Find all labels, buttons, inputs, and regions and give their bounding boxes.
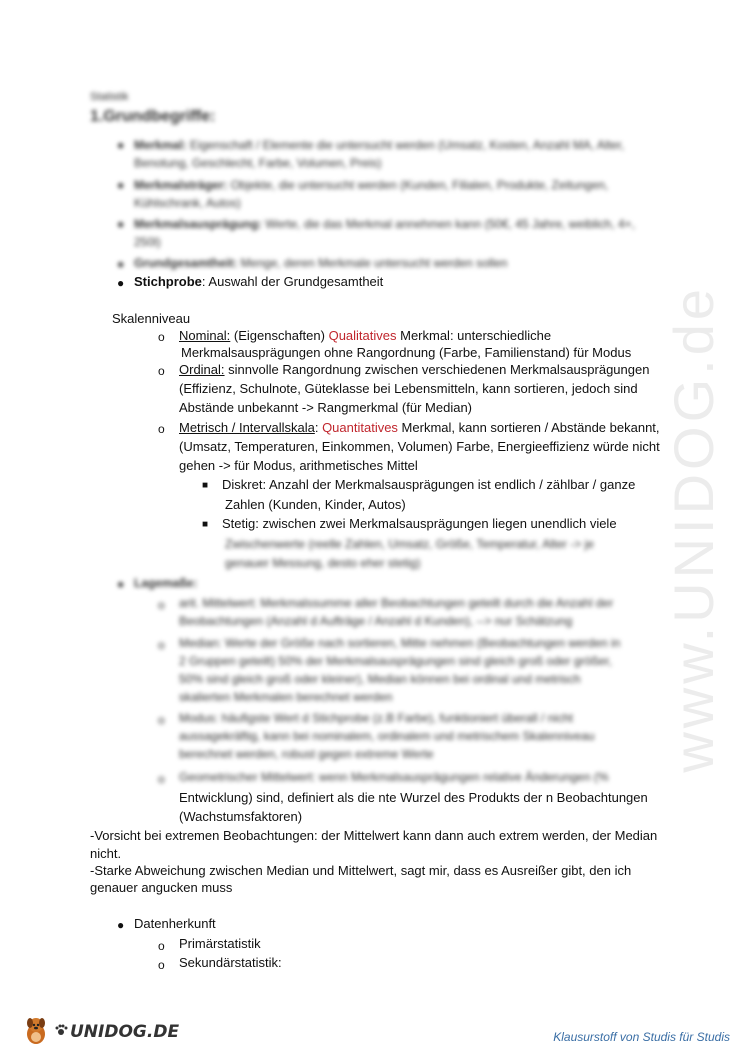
paw-icon [54, 1023, 68, 1040]
note-2: -Starke Abweichung zwischen Median und Mittelwert, sagt mir, dass es Ausreißer gibt, den ich [90, 863, 632, 878]
item-ordinal-cont1: (Effizienz, Schulnote, Güteklasse bei Lebensmitteln, kann sortieren, jedoch sind [179, 381, 638, 396]
section-lagemasse: Lagemaße: [134, 576, 198, 590]
watermark: www.UNIDOG.de [662, 285, 725, 773]
bullet-auspraegung-cont: 250l) [134, 235, 161, 249]
item-sekundaer: Sekundärstatistik: [179, 955, 282, 970]
item-diskret: Diskret: Anzahl der Merkmalsausprägungen ist endlich / zählbar / ganze [222, 477, 636, 492]
note-1-cont: nicht. [90, 846, 122, 861]
item-metrisch-cont1: (Umsatz, Temperaturen, Einkommen, Volumen) Farbe, Energieeffizienz würde nicht [179, 439, 660, 454]
bullet-datenherkunft: Datenherkunft [134, 916, 216, 931]
lage-geo-cont2: (Wachstumsfaktoren) [179, 809, 303, 824]
lage-median-cont2: 50% sind gleich groß oder kleiner), Median können bei ordinal und metrisch [179, 672, 581, 686]
logo-text: UNIDOG.DE [70, 1021, 180, 1042]
lage-median: Median: Werte der Größe nach sortieren, Mitte nehmen (Beobachtungen werden in [179, 636, 621, 650]
sub-bullet: o [158, 939, 165, 953]
bullet-grundgesamtheit: Grundgesamtheit: Menge, deren Merkmale untersucht werden sollen [134, 256, 508, 270]
lage-mittelwert: arit. Mittelwert: Merkmalssumme aller Beobachtungen geteilt durch die Anzahl der [179, 596, 614, 610]
item-stetig-cont2: genauer Messung, desto eher stetig) [225, 556, 421, 570]
bullet-merkmal: Merkmal: Eigenschaft / Elemente die untersucht werden (Umsatz, Kosten, Anzahl MA, Alter, [134, 138, 625, 152]
sub-bullet: o [158, 958, 165, 972]
lage-geo-cont1: Entwicklung) sind, definiert als die nte Wurzel des Produkts der n Beobachtungen [179, 790, 648, 805]
bullet-dot: ● [117, 276, 125, 290]
lage-geo: Geometrischer Mittelwert: wenn Merkmalsausprägungen relative Änderungen (% [179, 770, 609, 784]
footer-logo[interactable] [22, 1014, 179, 1049]
top-label: Statistik [90, 91, 129, 103]
item-ordinal-cont2: Abstände unbekannt -> Rangmerkmal (für Median) [179, 400, 473, 415]
item-ordinal: Ordinal: sinnvolle Rangordnung zwischen verschiedenen Merkmalsausprägungen [179, 362, 650, 377]
lage-mittelwert-cont: Beobachtungen (Anzahl d Aufträge / Anzahl d Kunden), --> nur Schätzung [179, 614, 573, 628]
bullet-dot: ● [117, 918, 125, 932]
note-2-cont: genauer angucken muss [90, 880, 233, 895]
sub-sub-bullet: ■ [202, 480, 209, 491]
sub-bullet: o [158, 330, 165, 344]
sub-bullet: o [158, 364, 165, 378]
dog-mascot-icon [22, 1014, 52, 1049]
lage-median-cont1: 2 Gruppen geteilt) 50% der Merkmalsausprägungen sind gleich groß oder größer, [179, 654, 612, 668]
bullet-stichprobe: Stichprobe: Auswahl der Grundgesamtheit [134, 274, 384, 289]
lage-modus-cont1: aussagekräftig, kann bei nominalem, ordinalem und metrischem Skalenniveau [179, 729, 595, 743]
sub-bullet: o [158, 422, 165, 436]
item-diskret-cont: Zahlen (Kunden, Kinder, Autos) [225, 497, 406, 512]
item-primaer: Primärstatistik [179, 936, 261, 951]
item-nominal-cont: Merkmalsausprägungen ohne Rangordnung (Farbe, Familienstand) für Modus [181, 345, 632, 360]
bullet-merkmal-cont: Benotung, Geschlecht, Farbe, Volumen, Preis) [134, 156, 382, 170]
item-stetig-cont1: Zwischenwerte (reelle Zahlen, Umsatz, Größe, Temperatur, Alter -> je [225, 537, 594, 551]
lage-modus-cont2: berechnet werden, robust gegen extreme Werte [179, 747, 434, 761]
footer-tagline: Klausurstoff von Studis für Studis [553, 1030, 730, 1044]
lage-modus: Modus: häufigste Wert d Stichprobe (z.B Farbe), funktioniert überall / nicht [179, 711, 573, 725]
page-heading: 1.Grundbegriffe: [90, 108, 216, 125]
item-stetig: Stetig: zwischen zwei Merkmalsausprägungen liegen unendlich viele [222, 516, 617, 531]
item-metrisch: Metrisch / Intervallskala: Quantitatives Merkmal, kann sortieren / Abstände bekannt, [179, 420, 660, 435]
sub-sub-bullet: ■ [202, 519, 209, 530]
bullet-auspraegung: Merkmalsausprägung: Werte, die das Merkmal annehmen kann (50€, 45 Jahre, weiblich, 4+, [134, 217, 636, 231]
lage-median-cont3: skalierten Merkmalen berechnet werden [179, 690, 393, 704]
item-nominal: Nominal: (Eigenschaften) Qualitatives Merkmal: unterschiedliche [179, 328, 552, 343]
note-1: -Vorsicht bei extremen Beobachtungen: der Mittelwert kann dann auch extrem werden, der Median [90, 828, 658, 843]
section-skalenniveau: Skalenniveau [112, 311, 191, 326]
bullet-merkmalstraeger-cont: Kühlschrank, Autos) [134, 196, 241, 210]
item-metrisch-cont2: gehen -> für Modus, arithmetisches Mittel [179, 458, 418, 473]
bullet-merkmalstraeger: Merkmalsträger: Objekte, die untersucht werden (Kunden, Filialen, Produkte, Zeitungen, [134, 178, 609, 192]
